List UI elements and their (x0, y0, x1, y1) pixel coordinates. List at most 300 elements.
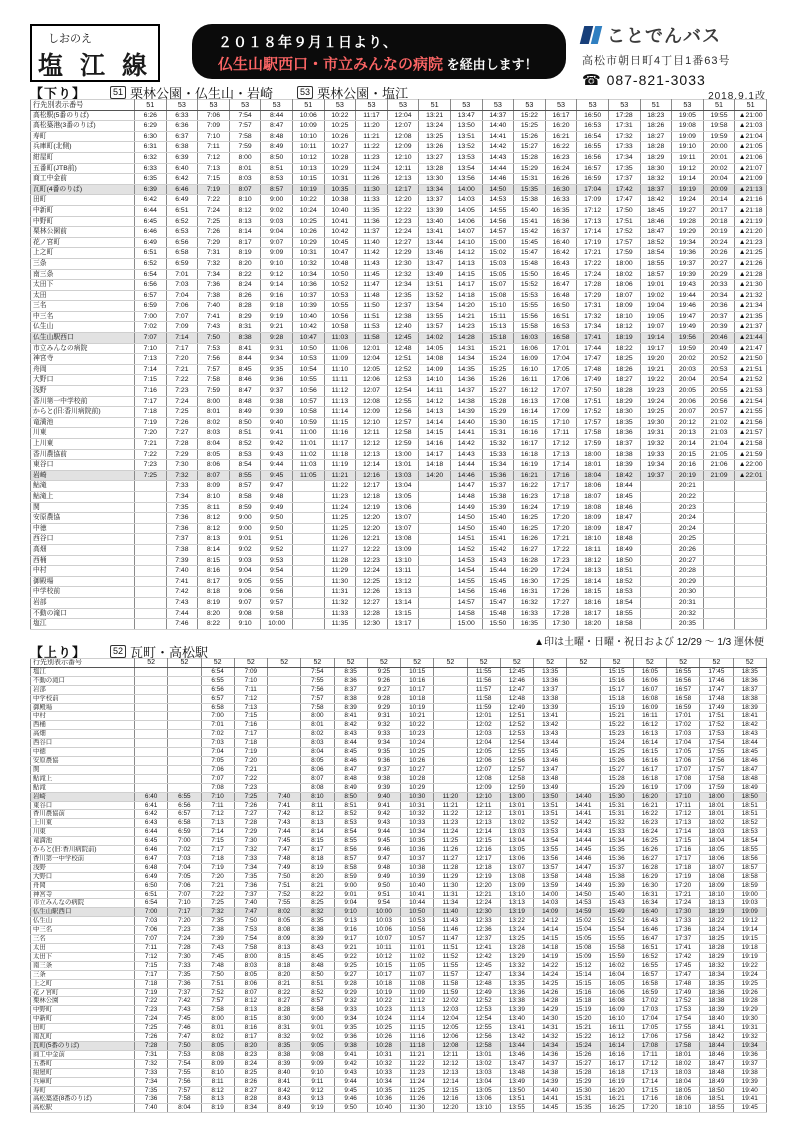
time-cell: 9:45 (367, 837, 400, 846)
time-cell: 10:17 (367, 970, 400, 979)
time-cell: 6:49 (166, 195, 198, 206)
time-cell (268, 783, 301, 792)
time-cell: 11:22 (401, 1059, 434, 1068)
time-cell: 15:41 (482, 534, 514, 545)
time-cell: ▲21:47 (735, 343, 767, 354)
time-cell: ▲21:13 (735, 184, 767, 195)
time-cell: 18:29 (608, 396, 640, 407)
time-cell: 17:44 (577, 343, 609, 354)
time-cell: 13:07 (387, 513, 419, 524)
table-row (31, 890, 767, 899)
time-cell (268, 756, 301, 765)
time-cell: 7:50 (168, 1041, 201, 1050)
time-cell: 7:58 (198, 375, 230, 386)
time-cell: 9:10 (229, 619, 261, 630)
time-cell: 9:43 (261, 449, 293, 460)
stop-name: 川東 (31, 428, 135, 439)
time-cell: ▲21:18 (735, 205, 767, 216)
time-cell: 10:34 (292, 269, 324, 280)
time-cell: 18:37 (640, 184, 672, 195)
time-cell: 17:18 (667, 863, 700, 872)
time-cell: 7:36 (198, 280, 230, 291)
stop-name: 塩江 (31, 619, 135, 630)
time-cell: 19:39 (733, 1077, 767, 1086)
time-cell: 14:50 (450, 513, 482, 524)
time-cell (640, 587, 672, 598)
stop-name: 高松駅 (31, 1104, 135, 1113)
stop-name: 中新町 (31, 1015, 135, 1024)
time-cell: 11:52 (434, 952, 467, 961)
time-cell: 7:12 (135, 952, 168, 961)
time-cell: 17:42 (667, 952, 700, 961)
time-cell (640, 566, 672, 577)
time-cell: 16:55 (667, 667, 700, 676)
time-cell: 7:50 (234, 917, 267, 926)
time-cell: 17:58 (700, 774, 733, 783)
time-cell: ▲21:32 (735, 290, 767, 301)
time-cell (567, 694, 600, 703)
time-cell (419, 619, 451, 630)
time-cell: 7:10 (234, 676, 267, 685)
time-cell: 17:09 (667, 783, 700, 792)
time-cell: 8:41 (229, 343, 261, 354)
time-cell: 15:42 (482, 544, 514, 555)
time-cell: 13:01 (500, 810, 533, 819)
time-cell: 9:10 (261, 258, 293, 269)
time-cell: 17:30 (545, 619, 577, 630)
time-cell: 19:12 (733, 917, 767, 926)
time-cell: 10:34 (401, 828, 434, 837)
time-cell: 19:32 (640, 439, 672, 450)
time-cell: 19:15 (733, 935, 767, 944)
time-cell: 13:55 (500, 1104, 533, 1113)
time-cell: 9:35 (334, 1024, 367, 1033)
table-row (31, 576, 767, 587)
time-cell: 9:41 (367, 801, 400, 810)
line-name-box (30, 24, 160, 82)
time-cell: 9:09 (301, 1059, 334, 1068)
time-cell: 7:08 (201, 783, 234, 792)
time-cell (640, 608, 672, 619)
time-cell: 13:50 (500, 1086, 533, 1095)
time-cell: 15:37 (600, 863, 633, 872)
time-cell: 11:40 (434, 908, 467, 917)
time-cell: ▲21:04 (735, 131, 767, 142)
time-cell (419, 587, 451, 598)
time-cell: 7:54 (301, 667, 334, 676)
time-cell: 17:31 (577, 301, 609, 312)
time-cell: 14:42 (450, 439, 482, 450)
time-cell (703, 502, 735, 513)
time-cell: 14:00 (450, 184, 482, 195)
time-cell: 20:14 (672, 439, 704, 450)
table-row (31, 142, 767, 153)
time-cell: 20:13 (672, 428, 704, 439)
time-cell: 10:58 (292, 407, 324, 418)
time-cell: 17:14 (633, 1077, 666, 1086)
time-cell: 12:26 (356, 587, 388, 598)
time-cell: 18:36 (700, 988, 733, 997)
time-cell: 9:58 (261, 608, 293, 619)
time-cell: 7:47 (234, 908, 267, 917)
time-cell: 7:20 (201, 872, 234, 881)
time-cell: 9:36 (261, 375, 293, 386)
time-cell: 19:34 (672, 237, 704, 248)
time-cell: 12:17 (387, 184, 419, 195)
time-cell: 15:39 (600, 881, 633, 890)
time-cell: 7:43 (198, 322, 230, 333)
time-cell: 13:44 (534, 739, 567, 748)
time-cell: 8:17 (229, 237, 261, 248)
destination-number-header: 行先別表示番号 (31, 100, 135, 111)
time-cell: 8:35 (334, 667, 367, 676)
time-cell: 18:32 (640, 174, 672, 185)
time-cell: 10:29 (401, 783, 434, 792)
time-cell: 7:03 (201, 739, 234, 748)
time-cell (640, 619, 672, 630)
time-cell: 12:56 (500, 756, 533, 765)
table-row (31, 944, 767, 953)
time-cell: 7:18 (234, 739, 267, 748)
table-row (31, 872, 767, 881)
time-cell: 7:17 (135, 970, 168, 979)
time-cell: 6:26 (135, 110, 167, 121)
time-cell: 13:10 (500, 890, 533, 899)
time-cell: 7:17 (234, 730, 267, 739)
time-cell (135, 587, 167, 598)
time-cell: 17:21 (577, 248, 609, 259)
route-number-header: 52 (667, 659, 700, 668)
time-cell: 14:53 (482, 195, 514, 206)
time-cell: 7:00 (135, 311, 167, 322)
time-cell: 18:59 (733, 881, 767, 890)
time-cell: 8:21 (301, 881, 334, 890)
time-cell: 18:34 (700, 970, 733, 979)
time-cell: 7:21 (135, 439, 167, 450)
stop-name: 鮎滝上 (31, 491, 135, 502)
time-cell: 11:30 (324, 576, 356, 587)
time-cell: 10:25 (401, 748, 434, 757)
time-cell: 16:06 (514, 343, 546, 354)
time-cell: 11:58 (356, 333, 388, 344)
time-cell: 18:09 (577, 513, 609, 524)
time-cell: 15:02 (482, 248, 514, 259)
time-cell: 12:22 (387, 205, 419, 216)
time-cell: 18:50 (608, 555, 640, 566)
time-cell: 17:49 (577, 375, 609, 386)
time-cell: 10:25 (324, 121, 356, 132)
time-cell: 10:09 (292, 121, 324, 132)
time-cell: 8:48 (301, 961, 334, 970)
time-cell: 11:15 (401, 1024, 434, 1033)
time-cell (640, 597, 672, 608)
time-cell (168, 765, 201, 774)
time-cell: 11:24 (324, 502, 356, 513)
time-cell: 10:53 (324, 290, 356, 301)
time-cell: 14:36 (450, 375, 482, 386)
time-cell: 11:57 (434, 970, 467, 979)
table-row (31, 396, 767, 407)
time-cell: 8:40 (268, 1068, 301, 1077)
time-cell (735, 608, 767, 619)
time-cell: 16:56 (577, 152, 609, 163)
time-cell: 20:12 (672, 417, 704, 428)
time-cell: 10:47 (324, 248, 356, 259)
time-cell: 11:27 (324, 544, 356, 555)
time-cell: 13:02 (500, 819, 533, 828)
time-cell: 20:01 (703, 152, 735, 163)
time-cell: 13:40 (419, 216, 451, 227)
time-cell (268, 748, 301, 757)
time-cell: 14:31 (534, 1024, 567, 1033)
time-cell: 13:04 (387, 481, 419, 492)
time-cell (735, 491, 767, 502)
time-cell: 11:16 (401, 1033, 434, 1042)
time-cell: 12:04 (356, 354, 388, 365)
time-cell: 17:04 (577, 184, 609, 195)
time-cell: 10:21 (401, 712, 434, 721)
time-cell: 18:57 (640, 269, 672, 280)
time-cell: 9:12 (261, 269, 293, 280)
table-row (31, 792, 767, 801)
time-cell: 7:44 (268, 828, 301, 837)
time-cell: 13:52 (450, 142, 482, 153)
time-cell: 20:04 (672, 375, 704, 386)
time-cell: 19:09 (733, 908, 767, 917)
time-cell: 15:34 (600, 837, 633, 846)
time-cell: 7:59 (229, 142, 261, 153)
time-cell: 19:26 (733, 988, 767, 997)
table-row (31, 756, 767, 765)
time-cell: 17:19 (545, 502, 577, 513)
stop-name: 鮎滝 (31, 783, 135, 792)
time-cell: 7:49 (268, 863, 301, 872)
time-cell: 17:58 (577, 428, 609, 439)
time-cell: 12:23 (387, 216, 419, 227)
stop-name: 東谷口 (31, 460, 135, 471)
stop-name: 市立みんなの病院 (31, 343, 135, 354)
time-cell: 17:37 (667, 935, 700, 944)
time-cell: 16:02 (600, 961, 633, 970)
time-cell (419, 555, 451, 566)
time-cell: 10:28 (324, 152, 356, 163)
time-cell: 19:34 (640, 460, 672, 471)
time-cell: 12:32 (387, 269, 419, 280)
route-number-header: 53 (608, 100, 640, 111)
time-cell: 9:02 (261, 205, 293, 216)
time-cell: 17:33 (608, 142, 640, 153)
time-cell: 7:43 (166, 597, 198, 608)
time-cell: 17:48 (667, 979, 700, 988)
time-cell (268, 765, 301, 774)
time-cell: 10:56 (324, 311, 356, 322)
time-cell: 8:28 (268, 1006, 301, 1015)
time-cell (434, 721, 467, 730)
time-cell: 12:54 (500, 739, 533, 748)
time-cell: 9:47 (367, 854, 400, 863)
time-cell: 7:53 (198, 343, 230, 354)
time-cell: 15:40 (600, 890, 633, 899)
time-cell: 10:06 (367, 926, 400, 935)
table-row (31, 566, 767, 577)
time-cell: 7:30 (166, 460, 198, 471)
time-cell: 8:20 (301, 872, 334, 881)
time-cell: 13:22 (500, 917, 533, 926)
time-cell: 7:00 (201, 712, 234, 721)
time-cell: 11:45 (356, 269, 388, 280)
time-cell: 8:35 (301, 917, 334, 926)
time-cell: 10:36 (401, 846, 434, 855)
stop-name: からと(旧:香川病院前) (31, 846, 135, 855)
time-cell: 13:30 (419, 174, 451, 185)
time-cell: 8:22 (229, 269, 261, 280)
time-cell: 17:54 (667, 1015, 700, 1024)
time-cell (135, 566, 167, 577)
time-cell: 10:40 (292, 311, 324, 322)
time-cell: 17:04 (545, 354, 577, 365)
time-cell (703, 597, 735, 608)
time-cell: 9:45 (261, 470, 293, 481)
time-cell: 12:59 (500, 783, 533, 792)
time-cell: 10:38 (401, 863, 434, 872)
time-cell: 16:03 (514, 333, 546, 344)
time-cell: 6:51 (135, 248, 167, 259)
time-cell: 19:28 (672, 216, 704, 227)
time-cell: 8:09 (198, 481, 230, 492)
time-cell: 16:05 (600, 979, 633, 988)
time-cell: 8:10 (301, 792, 334, 801)
time-cell: 17:24 (545, 566, 577, 577)
time-cell: 11:01 (292, 439, 324, 450)
time-cell: 12:22 (356, 544, 388, 555)
time-cell: 15:38 (514, 195, 546, 206)
time-cell (292, 523, 324, 534)
time-cell: 7:25 (234, 792, 267, 801)
time-cell: 11:20 (434, 792, 467, 801)
time-cell: 13:03 (387, 470, 419, 481)
time-cell: 15:08 (567, 944, 600, 953)
time-cell: 8:17 (301, 846, 334, 855)
time-cell: 8:49 (268, 1104, 301, 1113)
time-cell: 14:05 (419, 343, 451, 354)
time-cell: 19:31 (733, 1024, 767, 1033)
time-cell: 12:11 (356, 428, 388, 439)
stop-name: 花ノ宮町 (31, 237, 135, 248)
time-cell: 11:21 (356, 131, 388, 142)
time-cell: 13:59 (534, 881, 567, 890)
time-cell: 7:57 (201, 997, 234, 1006)
time-cell (419, 502, 451, 513)
time-cell: 20:23 (672, 502, 704, 513)
time-cell: 11:43 (434, 917, 467, 926)
time-cell: 6:45 (135, 216, 167, 227)
time-cell: 13:27 (419, 152, 451, 163)
time-cell: 7:55 (168, 1068, 201, 1077)
time-cell: 9:37 (367, 765, 400, 774)
time-cell: 20:14 (703, 195, 735, 206)
time-cell (735, 587, 767, 598)
time-cell: 19:22 (733, 961, 767, 970)
time-cell: 18:22 (608, 343, 640, 354)
time-cell (419, 481, 451, 492)
table-row (31, 1015, 767, 1024)
time-cell: 11:26 (434, 846, 467, 855)
time-cell: 17:52 (700, 721, 733, 730)
time-cell (268, 774, 301, 783)
time-cell: 17:16 (633, 1095, 666, 1104)
time-cell: 18:41 (733, 712, 767, 721)
stop-name: 中学校前 (31, 587, 135, 598)
time-cell: 11:57 (467, 685, 500, 694)
time-cell (268, 721, 301, 730)
kudari-timetable (30, 99, 767, 630)
time-cell: 7:06 (198, 110, 230, 121)
time-cell: 16:15 (514, 417, 546, 428)
route-badge-51: 51 (110, 86, 126, 99)
time-cell: 9:32 (367, 721, 400, 730)
time-cell: 8:46 (334, 756, 367, 765)
time-cell: 16:58 (545, 333, 577, 344)
time-cell: 7:12 (201, 810, 234, 819)
time-cell: 9:19 (301, 1104, 334, 1113)
time-cell: 8:22 (301, 890, 334, 899)
route-number-header: 52 (500, 659, 533, 668)
time-cell: 7:26 (135, 1033, 168, 1042)
time-cell: 8:51 (261, 163, 293, 174)
time-cell: 8:06 (198, 460, 230, 471)
time-cell (135, 555, 167, 566)
time-cell: 6:57 (201, 694, 234, 703)
time-cell: 17:14 (545, 460, 577, 471)
time-cell: 15:38 (482, 491, 514, 502)
time-cell: 7:28 (135, 1041, 168, 1050)
time-cell: 18:05 (700, 846, 733, 855)
time-cell: ▲21:53 (735, 386, 767, 397)
time-cell (268, 712, 301, 721)
time-cell: 8:53 (229, 449, 261, 460)
time-cell: 11:31 (434, 890, 467, 899)
time-cell: 11:43 (356, 258, 388, 269)
time-cell: 12:13 (387, 174, 419, 185)
time-cell: 18:01 (577, 460, 609, 471)
time-cell: 18:40 (700, 1015, 733, 1024)
time-cell: 10:12 (292, 152, 324, 163)
time-cell (292, 597, 324, 608)
time-cell: 7:42 (168, 997, 201, 1006)
time-cell: 14:13 (419, 407, 451, 418)
time-cell (419, 597, 451, 608)
time-cell: 11:25 (324, 523, 356, 534)
time-cell: 18:36 (608, 428, 640, 439)
route-51-label: 栗林公園・仏生山・岩崎 (130, 86, 274, 101)
time-cell: 10:42 (324, 227, 356, 238)
time-cell: 14:42 (567, 819, 600, 828)
time-cell: 17:25 (545, 576, 577, 587)
time-cell: 12:14 (467, 828, 500, 837)
time-cell (135, 481, 167, 492)
time-cell: 8:12 (234, 997, 267, 1006)
time-cell: 7:11 (234, 685, 267, 694)
time-cell: 6:53 (166, 227, 198, 238)
table-row (31, 961, 767, 970)
time-cell: 13:46 (419, 248, 451, 259)
time-cell: 14:40 (534, 1086, 567, 1095)
time-cell: 16:55 (577, 142, 609, 153)
time-cell: 13:50 (450, 121, 482, 132)
time-cell: 7:33 (234, 854, 267, 863)
time-cell: 17:47 (700, 685, 733, 694)
time-cell: 8:29 (229, 311, 261, 322)
